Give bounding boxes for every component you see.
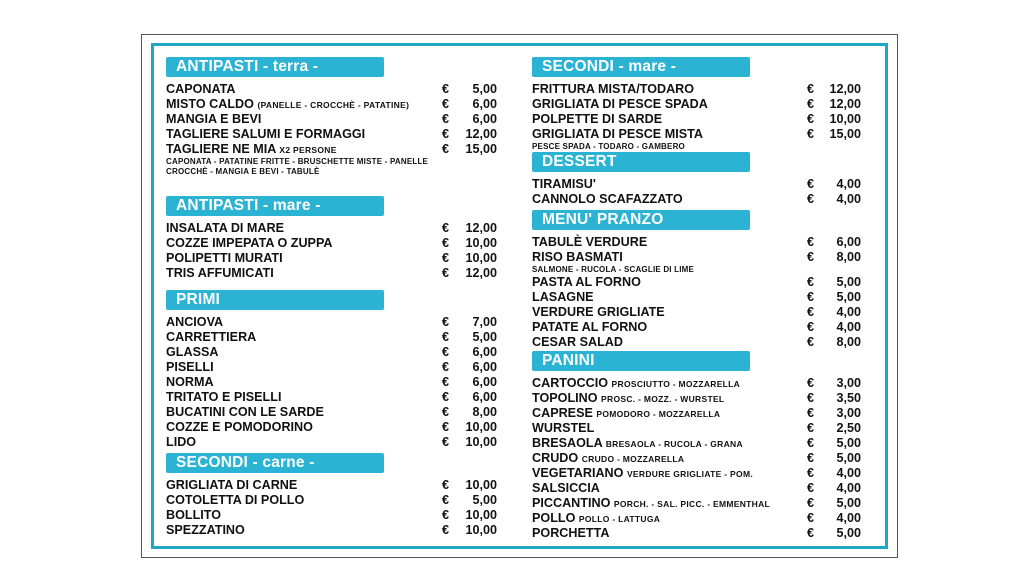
item-name (532, 436, 743, 452)
item-price: 6,00 (836, 235, 861, 249)
item-name (532, 406, 720, 422)
section-header: DESSERT (532, 152, 750, 172)
euro-sign: € (807, 436, 815, 450)
euro-sign: € (807, 177, 815, 191)
item-name (532, 97, 708, 112)
item-name-text: TABULÈ VERDURE (532, 235, 648, 249)
euro-sign: € (807, 526, 815, 540)
item-price: 5,00 (836, 526, 861, 540)
item-price: 4,00 (836, 305, 861, 319)
euro-sign: € (807, 406, 815, 420)
menu-item (166, 127, 501, 142)
item-price: 5,00 (836, 436, 861, 450)
item-name-text: GLASSA (166, 345, 219, 359)
item-price: 10,00 (465, 508, 497, 522)
item-list (532, 235, 870, 350)
item-price: 5,00 (472, 82, 497, 96)
menu-item (532, 436, 870, 451)
item-list (166, 478, 501, 538)
item-name (166, 405, 324, 420)
euro-sign: € (442, 345, 450, 359)
item-name (166, 390, 281, 405)
item-name-text: BRESAOLA (532, 436, 603, 450)
item-price: 15,00 (465, 142, 497, 156)
item-name (532, 376, 740, 392)
item-price: 3,00 (836, 406, 861, 420)
section-dessert (532, 152, 870, 207)
euro-sign: € (442, 508, 450, 522)
euro-sign: € (807, 496, 815, 510)
item-price: 10,00 (465, 435, 497, 449)
menu-item (166, 508, 501, 523)
item-price: 5,00 (472, 330, 497, 344)
menu-item (166, 420, 501, 435)
menu-item (166, 221, 501, 236)
section-antipasti-terra (166, 57, 501, 177)
item-name (532, 451, 684, 467)
menu-item (166, 435, 501, 450)
item-price: 10,00 (465, 420, 497, 434)
item-name-text: GRIGLIATA DI CARNE (166, 478, 298, 492)
menu-item (532, 406, 870, 421)
menu-item (166, 493, 501, 508)
item-price: 12,00 (465, 221, 497, 235)
item-name (166, 523, 245, 538)
euro-sign: € (807, 376, 815, 390)
item-name (532, 192, 683, 207)
menu-item (532, 451, 870, 466)
item-name-text: PASTA AL FORNO (532, 275, 641, 289)
item-name-text: LIDO (166, 435, 197, 449)
item-name (166, 493, 304, 508)
item-name (166, 112, 261, 127)
item-note: PROSCIUTTO - MOZZARELLA (611, 379, 741, 389)
euro-sign: € (807, 421, 815, 435)
item-price: 10,00 (465, 478, 497, 492)
euro-sign: € (807, 320, 815, 334)
item-name-text: TAGLIERE NE MIA (166, 142, 276, 156)
euro-sign: € (442, 142, 450, 156)
item-note: (PANELLE - CROCCHÈ - PATATINE) (257, 100, 410, 110)
item-name-text: PORCHETTA (532, 526, 610, 540)
menu-item (166, 478, 501, 493)
item-name (532, 391, 724, 407)
item-name (166, 142, 337, 158)
item-price: 4,00 (836, 466, 861, 480)
item-price: 4,00 (836, 177, 861, 191)
section-header: ANTIPASTI - terra - (166, 57, 384, 77)
euro-sign: € (807, 391, 815, 405)
item-name (166, 420, 313, 435)
item-list (532, 82, 870, 152)
euro-sign: € (807, 235, 815, 249)
item-name (532, 82, 694, 97)
menu-item (166, 523, 501, 538)
item-name-text: ANCIOVA (166, 315, 224, 329)
menu-item (532, 290, 870, 305)
item-name (532, 305, 665, 320)
euro-sign: € (807, 305, 815, 319)
menu-item (166, 97, 501, 112)
menu-item (532, 192, 870, 207)
item-name (532, 496, 770, 512)
menu-item (532, 275, 870, 290)
item-name-text: POLIPETTI MURATI (166, 251, 283, 265)
euro-sign: € (807, 290, 815, 304)
menu-item (532, 97, 870, 112)
item-price: 6,00 (472, 390, 497, 404)
menu-item (166, 390, 501, 405)
item-name (166, 508, 221, 523)
euro-sign: € (807, 127, 815, 141)
item-name (166, 251, 283, 266)
item-name-text: CESAR SALAD (532, 335, 623, 349)
item-name-text: COZZE IMPEPATA O ZUPPA (166, 236, 333, 250)
menu-item (166, 330, 501, 345)
item-name-text: TRIS AFFUMICATI (166, 266, 274, 280)
item-name (532, 177, 596, 192)
item-name (166, 82, 236, 97)
euro-sign: € (442, 330, 450, 344)
item-price: 10,00 (829, 112, 861, 126)
item-name-text: CRUDO (532, 451, 579, 465)
euro-sign: € (807, 192, 815, 206)
menu-item (532, 82, 870, 97)
item-name-text: GRIGLIATA DI PESCE MISTA (532, 127, 703, 141)
euro-sign: € (807, 250, 815, 264)
item-name-text: NORMA (166, 375, 214, 389)
euro-sign: € (807, 511, 815, 525)
menu-item (166, 236, 501, 251)
item-price: 10,00 (465, 523, 497, 537)
menu-item (532, 320, 870, 335)
item-description: CAPONATA - PATATINE FRITTE - BRUSCHETTE MISTE - PANELLE (166, 157, 429, 166)
section-primi (166, 290, 501, 450)
item-name (166, 97, 409, 113)
item-name (166, 266, 274, 281)
euro-sign: € (442, 97, 450, 111)
menu-item (532, 235, 870, 250)
item-name-text: TRITATO E PISELLI (166, 390, 282, 404)
item-price: 12,00 (829, 82, 861, 96)
menu-item (532, 391, 870, 406)
item-name (532, 526, 609, 541)
item-name-text: RISO BASMATI (532, 250, 623, 264)
section-header: PRIMI (166, 290, 384, 310)
item-name-text: WURSTEL (532, 421, 595, 435)
euro-sign: € (442, 390, 450, 404)
euro-sign: € (442, 251, 450, 265)
item-price: 4,00 (836, 481, 861, 495)
item-price: 5,00 (472, 493, 497, 507)
euro-sign: € (442, 405, 450, 419)
item-price: 12,00 (465, 266, 497, 280)
item-list (166, 82, 501, 177)
item-name-text: VERDURE GRIGLIATE (532, 305, 665, 319)
section-panini (532, 351, 870, 541)
euro-sign: € (442, 127, 450, 141)
item-name-text: CARRETTIERA (166, 330, 257, 344)
item-name-text: TOPOLINO (532, 391, 598, 405)
item-name (166, 127, 365, 142)
section-antipasti-mare (166, 196, 501, 281)
euro-sign: € (442, 236, 450, 250)
item-list (532, 177, 870, 207)
menu-item (532, 305, 870, 320)
euro-sign: € (442, 435, 450, 449)
item-name-text: MISTO CALDO (166, 97, 254, 111)
item-price: 10,00 (465, 251, 497, 265)
item-price: 3,00 (836, 376, 861, 390)
section-secondi-mare (532, 57, 870, 152)
item-name (532, 481, 600, 496)
menu-item (166, 360, 501, 375)
euro-sign: € (807, 112, 815, 126)
item-price: 4,00 (836, 511, 861, 525)
menu-item (166, 375, 501, 390)
menu-item (166, 251, 501, 266)
euro-sign: € (442, 478, 450, 492)
item-name-text: SALSICCIA (532, 481, 600, 495)
item-price: 6,00 (472, 375, 497, 389)
item-name-text: SPEZZATINO (166, 523, 245, 537)
item-name-text: TAGLIERE SALUMI E FORMAGGI (166, 127, 366, 141)
euro-sign: € (807, 275, 815, 289)
item-note: BRESAOLA - RUCOLA - GRANA (605, 439, 743, 449)
item-price: 4,00 (836, 320, 861, 334)
menu-item (532, 250, 870, 265)
section-header: SECONDI - carne - (166, 453, 384, 473)
item-description: CROCCHÈ - MANGIA E BEVI - TABULÈ (166, 167, 320, 176)
item-list (166, 221, 501, 281)
item-note: X2 PERSONE (279, 145, 337, 155)
section-menu-pranzo (532, 210, 870, 350)
item-name-text: MANGIA E BEVI (166, 112, 262, 126)
euro-sign: € (442, 82, 450, 96)
euro-sign: € (807, 335, 815, 349)
item-name (166, 330, 256, 345)
menu-item (532, 526, 870, 541)
euro-sign: € (442, 493, 450, 507)
menu-item (532, 496, 870, 511)
menu-frame (141, 34, 898, 558)
item-description: SALMONE - RUCOLA - SCAGLIE DI LIME (532, 265, 695, 274)
menu-item (532, 177, 870, 192)
menu-item (532, 421, 870, 436)
item-name-text: PISELLI (166, 360, 214, 374)
item-name-text: CARTOCCIO (532, 376, 609, 390)
item-name (166, 221, 284, 236)
section-header: MENU' PRANZO (532, 210, 750, 230)
section-header: PANINI (532, 351, 750, 371)
section-secondi-carne (166, 453, 501, 538)
item-name (532, 127, 703, 142)
menu-item (166, 345, 501, 360)
item-name-text: VEGETARIANO (532, 466, 624, 480)
euro-sign: € (442, 420, 450, 434)
menu-item (532, 127, 870, 142)
item-note: POLLO - LATTUGA (578, 514, 661, 524)
item-name (532, 112, 662, 127)
item-name-text: LASAGNE (532, 290, 594, 304)
menu-item (166, 266, 501, 281)
item-name-text: POLPETTE DI SARDE (532, 112, 663, 126)
item-name (166, 360, 214, 375)
item-name-text: PATATE AL FORNO (532, 320, 648, 334)
item-name-text: CAPONATA (166, 82, 236, 96)
menu-border (151, 43, 888, 549)
item-price: 6,00 (472, 360, 497, 374)
item-price: 2,50 (836, 421, 861, 435)
item-price: 6,00 (472, 112, 497, 126)
item-name-text: CAPRESE (532, 406, 593, 420)
menu-item (532, 335, 870, 350)
item-name (532, 235, 647, 250)
menu-item (166, 82, 501, 97)
item-list (166, 315, 501, 450)
item-name (166, 315, 223, 330)
euro-sign: € (807, 481, 815, 495)
section-header: ANTIPASTI - mare - (166, 196, 384, 216)
item-price: 12,00 (465, 127, 497, 141)
euro-sign: € (442, 315, 450, 329)
item-name-text: POLLO (532, 511, 576, 525)
item-price: 8,00 (836, 335, 861, 349)
item-price: 8,00 (836, 250, 861, 264)
item-price: 7,00 (472, 315, 497, 329)
item-name (166, 435, 196, 450)
item-name (532, 275, 641, 290)
item-note: POMODORO - MOZZARELLA (596, 409, 721, 419)
euro-sign: € (807, 466, 815, 480)
menu-item (532, 112, 870, 127)
menu-item (532, 466, 870, 481)
euro-sign: € (442, 375, 450, 389)
item-price: 5,00 (836, 496, 861, 510)
item-note: PORCH. - SAL. PICC. - EMMENTHAL (613, 499, 771, 509)
euro-sign: € (807, 451, 815, 465)
menu-item (166, 112, 501, 127)
item-name-text: BOLLITO (166, 508, 222, 522)
item-price: 3,50 (836, 391, 861, 405)
item-name (532, 320, 647, 335)
item-name-text: BUCATINI CON LE SARDE (166, 405, 324, 419)
euro-sign: € (807, 97, 815, 111)
menu-item (532, 511, 870, 526)
item-name (166, 375, 214, 390)
item-name (532, 335, 623, 350)
menu-item (166, 315, 501, 330)
item-price: 6,00 (472, 345, 497, 359)
item-name (166, 345, 218, 360)
item-name (532, 511, 660, 527)
item-list (532, 376, 870, 541)
item-name (532, 250, 623, 265)
item-price: 10,00 (465, 236, 497, 250)
menu-item (166, 405, 501, 420)
item-price: 15,00 (829, 127, 861, 141)
item-name-text: GRIGLIATA DI PESCE SPADA (532, 97, 708, 111)
euro-sign: € (442, 523, 450, 537)
item-price: 4,00 (836, 192, 861, 206)
item-price: 6,00 (472, 97, 497, 111)
item-name (166, 236, 333, 251)
item-name-text: PICCANTINO (532, 496, 611, 510)
item-price: 5,00 (836, 275, 861, 289)
item-description: PESCE SPADA - TODARO - GAMBERO (532, 142, 685, 151)
item-name (532, 290, 594, 305)
item-note: PROSC. - MOZZ. - WURSTEL (601, 394, 725, 404)
item-name-text: INSALATA DI MARE (166, 221, 284, 235)
item-name-text: COZZE E POMODORINO (166, 420, 313, 434)
item-note: CRUDO - MOZZARELLA (581, 454, 685, 464)
item-name (166, 478, 297, 493)
item-name (532, 421, 594, 436)
item-name-text: TIRAMISU' (532, 177, 596, 191)
euro-sign: € (442, 266, 450, 280)
item-note: VERDURE GRIGLIATE - POM. (626, 469, 753, 479)
item-price: 5,00 (836, 290, 861, 304)
menu-item (166, 142, 501, 157)
item-name (532, 466, 753, 482)
euro-sign: € (442, 221, 450, 235)
item-price: 8,00 (472, 405, 497, 419)
item-name-text: COTOLETTA DI POLLO (166, 493, 305, 507)
menu-item (532, 481, 870, 496)
euro-sign: € (442, 112, 450, 126)
item-name-text: FRITTURA MISTA/TODARO (532, 82, 695, 96)
euro-sign: € (807, 82, 815, 96)
menu-item (532, 376, 870, 391)
section-header: SECONDI - mare - (532, 57, 750, 77)
euro-sign: € (442, 360, 450, 374)
item-price: 5,00 (836, 451, 861, 465)
item-name-text: CANNOLO SCAFAZZATO (532, 192, 683, 206)
item-price: 12,00 (829, 97, 861, 111)
